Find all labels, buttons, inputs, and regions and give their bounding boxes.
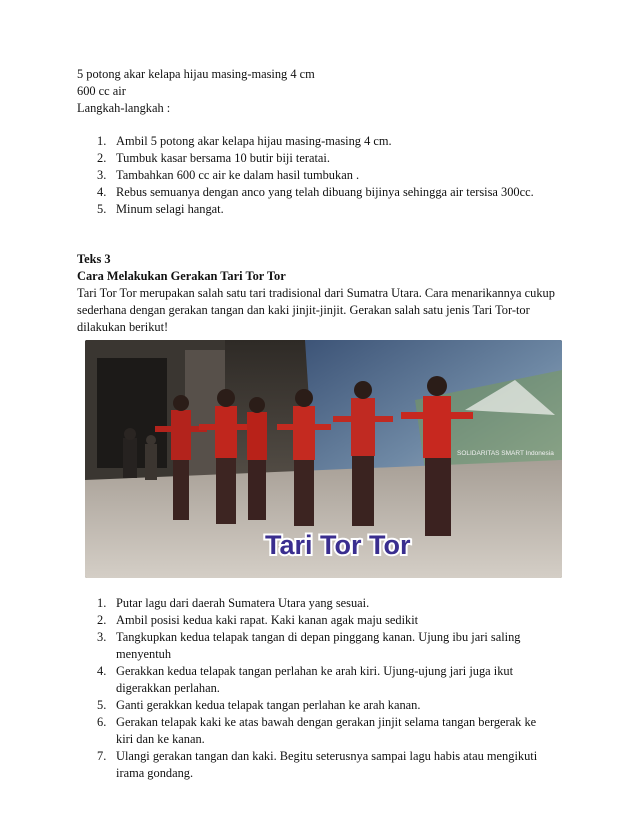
list-item-text: Tambahkan 600 cc air ke dalam hasil tumbukan . — [116, 168, 360, 182]
list-item — [82, 612, 542, 629]
list-item-text: Ambil posisi kedua kaki rapat. Kaki kanan agak maju sedikit — [116, 613, 419, 627]
recipe-steps-list — [82, 133, 567, 218]
list-number: 3. — [97, 630, 107, 644]
list-item-text: Putar lagu dari daerah Sumatera Utara yang sesuai. — [116, 596, 370, 610]
list-item — [82, 748, 542, 782]
list-number: 4. — [97, 664, 107, 678]
ingredient-line: 5 potong akar kelapa hijau masing-masing 4 cm — [77, 67, 315, 81]
list-number: 3. — [97, 168, 107, 182]
list-item-text: Tangkupkan kedua telapak tangan di depan pinggang kanan. Ujung ibu jari saling menyentuh — [116, 630, 521, 661]
list-item-text: Minum selagi hangat. — [116, 202, 224, 216]
list-item — [82, 201, 567, 218]
banner-text: SOLIDARITAS SMART Indonesia — [457, 450, 554, 457]
list-item-text: Gerakkan kedua telapak tangan perlahan ke arah kiri. Ujung-ujung jari juga ikut digerakkan perlahan. — [116, 664, 514, 695]
ingredient-line: 600 cc air — [77, 84, 126, 98]
list-item-text: Ganti gerakkan kedua telapak tangan perlahan ke arah kanan. — [116, 698, 421, 712]
dance-photo — [85, 340, 562, 578]
list-number: 2. — [97, 613, 107, 627]
section-label: Teks 3 — [77, 252, 111, 266]
list-item-text: Rebus semuanya dengan anco yang telah dibuang bijinya sehingga air tersisa 300cc. — [116, 185, 534, 199]
list-item — [82, 167, 567, 184]
list-number: 7. — [97, 749, 107, 763]
section-title: Cara Melakukan Gerakan Tari Tor Tor — [77, 269, 286, 283]
list-item — [82, 184, 567, 201]
list-item — [82, 714, 542, 748]
list-number: 6. — [97, 715, 107, 729]
list-number: 1. — [97, 134, 107, 148]
list-item-text: Ambil 5 potong akar kelapa hijau masing-masing 4 cm. — [116, 134, 392, 148]
list-number: 5. — [97, 698, 107, 712]
list-item — [82, 663, 542, 697]
document-page — [77, 66, 567, 782]
list-item-text: Gerakan telapak kaki ke atas bawah dengan gerakan jinjit selama tangan bergerak ke kiri dan ke kanan. — [116, 715, 537, 746]
dance-steps-list — [82, 595, 542, 782]
list-item-text: Tumbuk kasar bersama 10 butir biji teratai. — [116, 151, 330, 165]
dancer-figure — [247, 397, 267, 520]
list-item — [82, 133, 567, 150]
list-item-text: Ulangi gerakan tangan dan kaki. Begitu seterusnya sampai lagu habis atau mengikuti irama gondang. — [116, 749, 538, 780]
photo-caption: Tari Tor Tor — [265, 530, 411, 560]
list-item — [82, 629, 542, 663]
list-item — [82, 150, 567, 167]
list-item — [82, 697, 542, 714]
list-number: 1. — [97, 596, 107, 610]
list-item — [82, 595, 542, 612]
section-paragraph: Tari Tor Tor merupakan salah satu tari tradisional dari Sumatra Utara. Cara menarikannya cukup sederhana dengan gerakan tangan dan kaki jinjit-jinjit. Gerakan salah satu jenis Tari Tor-tor dilakukan berikut! — [77, 286, 555, 334]
list-number: 4. — [97, 185, 107, 199]
steps-heading: Langkah-langkah : — [77, 101, 171, 115]
list-number: 2. — [97, 151, 107, 165]
list-number: 5. — [97, 202, 107, 216]
